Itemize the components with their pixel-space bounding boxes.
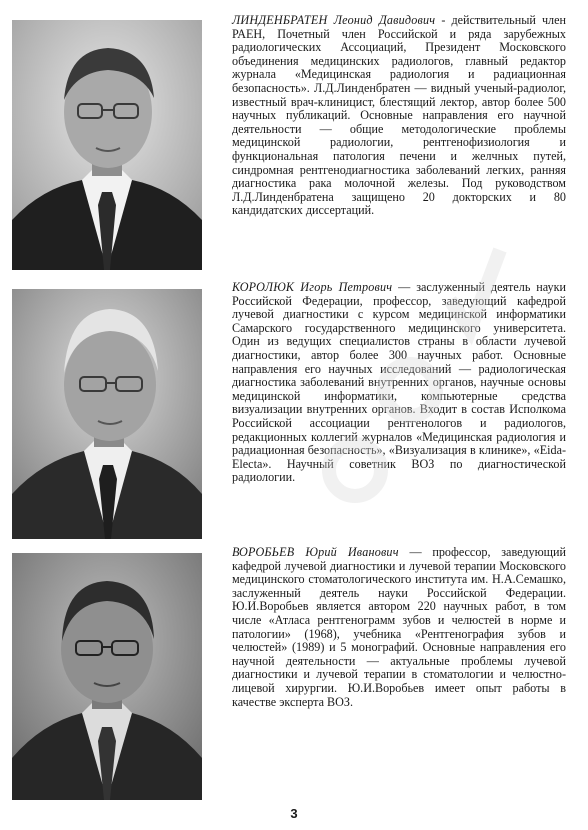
portrait-photo-1 (12, 20, 202, 270)
biography-body-2: — заслуженный деятель науки Российской Федерации, профессор, заведующий кафедрой лучевой диагностики с курсом медицинской информатики Самарского государственного медицинского университета. Один из ведущих специалистов страны в области лучевой диагностики, автор более 300 научных работ. Основные направления его научных исследований — радиологическая диагностика заболеваний внутренних органов, научные основы медицинской информатики, компьютерные средства визуализации внутренних органов. Входит в состав Исполкома Российской ассоциации рентгенологов и радиологов, редакционных коллегий журналов «Медицинская радиология и радиационная безопасность», «Визуализация в клинике», «Eida-Electa». Научный советник ВОЗ по диагностической радиологии. (232, 280, 566, 485)
portrait-photo-2 (12, 289, 202, 539)
person-name-1: ЛИНДЕНБРАТЕН Леонид Давидович (232, 13, 436, 27)
biography-text-3 (232, 546, 566, 709)
portrait-photo-3 (12, 553, 202, 800)
biography-text-2 (232, 281, 566, 485)
biography-body-3: — профессор, заведующий кафедрой лучевой диагностики и лучевой терапии Московского медицинского стоматологического института им. Н.А.Семашко, заслуженный деятель науки Российской Федерации. Ю.И.Воробьев является автором 220 научных работ, в том числе «Атласа рентгенограмм зубов и челюстей в норме и патологии» (1968), учебника «Рентгенография зубов и челюстей» (1989) и 5 монографий. Основные направления его научной деятельности — актуальные проблемы лучевой диагностики и лучевой терапии в стоматологии и челюстно-лицевой хирургии. Ю.И.Воробьев имеет опыт работы в качестве эксперта ВОЗ. (232, 545, 566, 709)
person-name-2: КОРОЛЮК Игорь Петрович (232, 280, 393, 294)
biography-body-1: - действительный член РАЕН, Почетный член Российской и ряда зарубежных радиологических Ассоциаций, Президент Московского объединения медицинских радиологов, главный редактор журнала «Медицинская радиология и радиационная безопасность». Л.Д.Линденбратен — видный ученый-радиолог, известный врач-клиницист, блестящий лектор, автор более 500 научных публикаций. Основные направления его научной деятельности — общие методологические проблемы медицинской радиологии, рентгенофизиология и функциональная патология печени и желчных путей, синдромная рентгенодиагностика заболеваний легких, ранняя диагностика рака молочной железы. Под руководством Л.Д.Линденбратена защищено 20 докторских и 80 кандидатских диссертаций. (232, 13, 566, 218)
person-name-3: ВОРОБЬЕВ Юрий Иванович (232, 545, 399, 559)
page-number: 3 (290, 806, 298, 821)
biography-text-1 (232, 14, 566, 218)
